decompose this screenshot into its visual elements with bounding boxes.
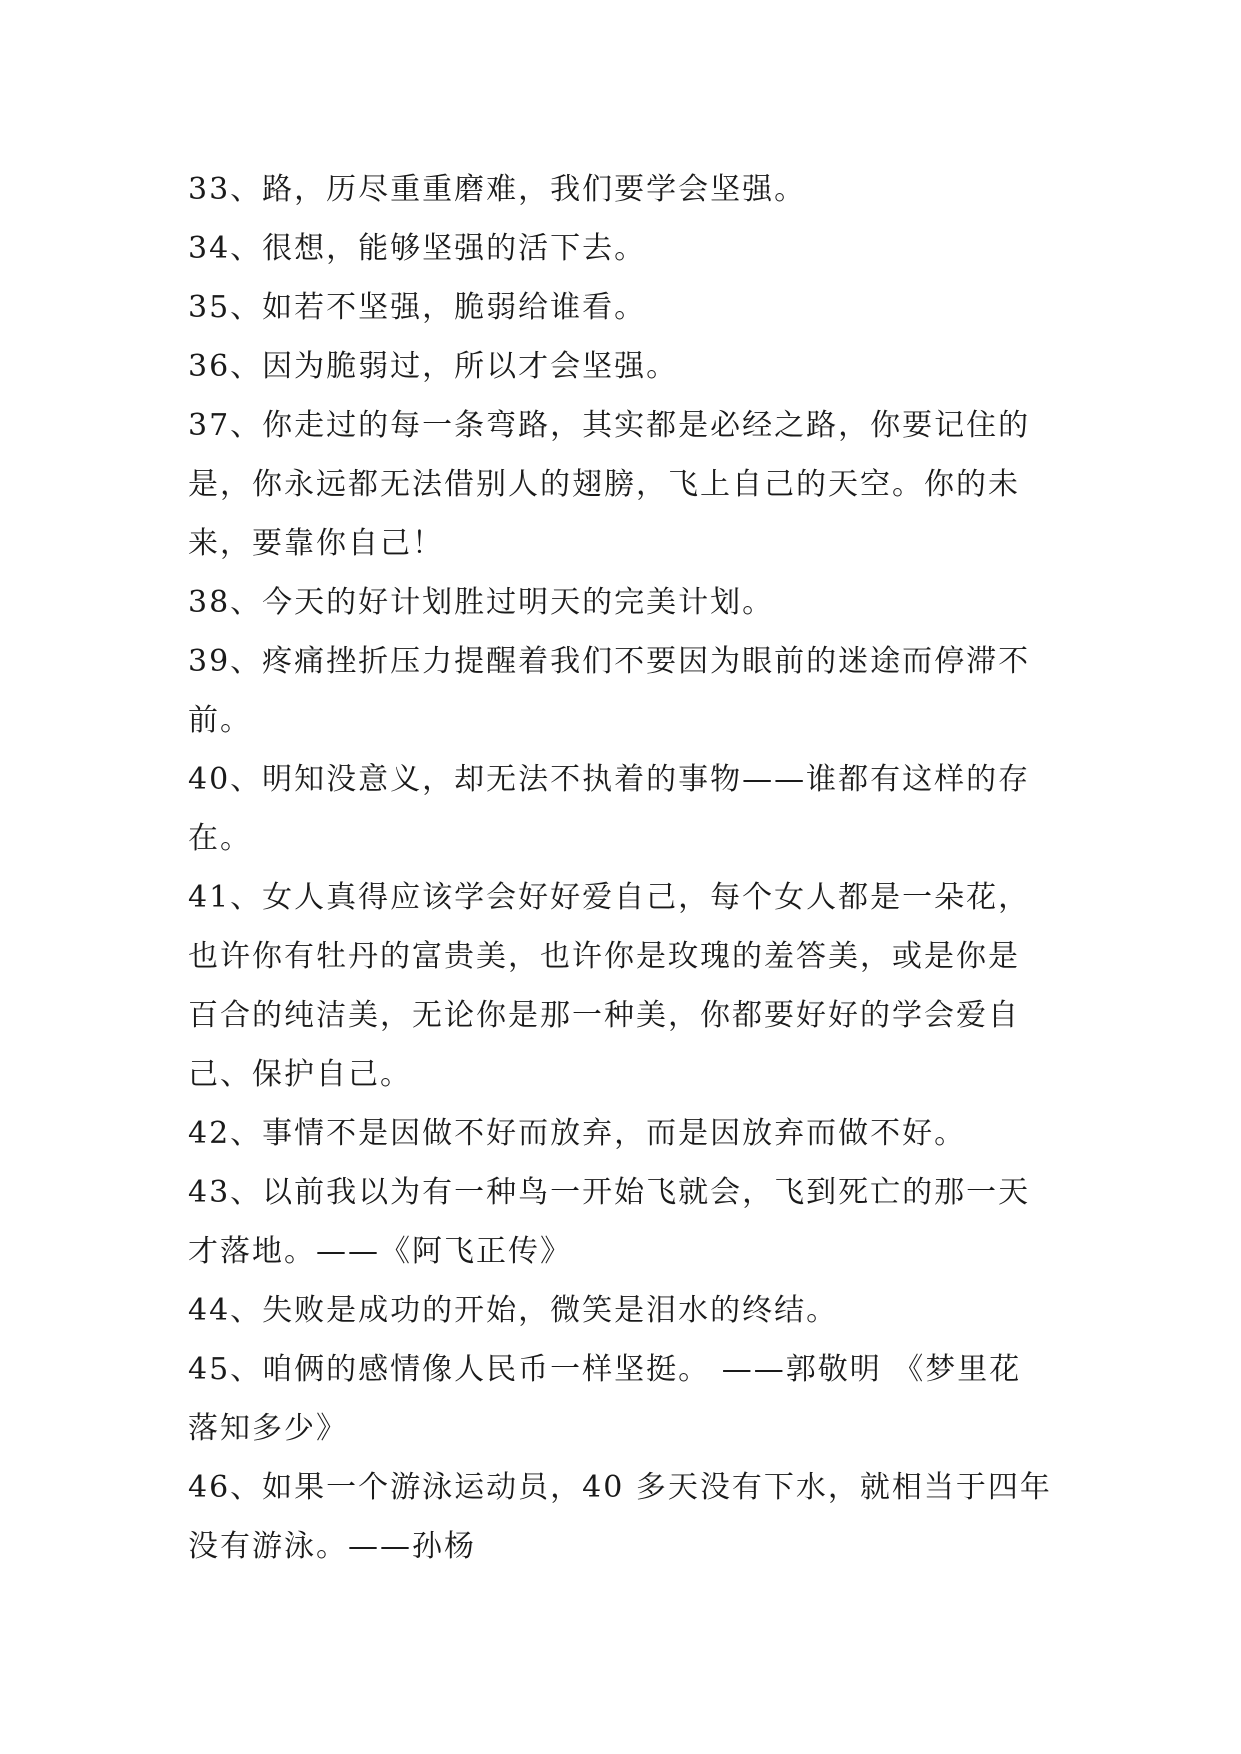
text-line: 前。 — [188, 703, 252, 738]
text-line: 44、失败是成功的开始，微笑是泪水的终结。 — [188, 1293, 839, 1328]
text-line: 也许你有牡丹的富贵美，也许你是玫瑰的羞答美，或是你是 — [188, 939, 1020, 974]
text-line: 没有游泳。——孙杨 — [188, 1529, 476, 1564]
text-line: 42、事情不是因做不好而放弃，而是因放弃而做不好。 — [188, 1116, 967, 1151]
text-line: 在。 — [188, 821, 252, 856]
text-line: 百合的纯洁美，无论你是那一种美，你都要好好的学会爱自 — [188, 998, 1020, 1033]
text-line: 35、如若不坚强，脆弱给谁看。 — [188, 290, 647, 325]
document-body — [188, 160, 1058, 1576]
text-line: 39、疼痛挫折压力提醒着我们不要因为眼前的迷途而停滞不 — [188, 644, 1031, 679]
text-line: 来，要靠你自己！ — [188, 526, 444, 561]
text-line: 41、女人真得应该学会好好爱自己，每个女人都是一朵花， — [188, 880, 1031, 915]
text-line: 40、明知没意义，却无法不执着的事物——谁都有这样的存 — [188, 762, 1031, 797]
text-line: 43、以前我以为有一种鸟一开始飞就会，飞到死亡的那一天 — [188, 1175, 1031, 1210]
text-line: 才落地。——《阿飞正传》 — [188, 1234, 572, 1269]
text-line: 34、很想，能够坚强的活下去。 — [188, 231, 647, 266]
text-line: 46、如果一个游泳运动员，40 多天没有下水，就相当于四年 — [188, 1470, 1052, 1505]
text-line: 45、咱俩的感情像人民币一样坚挺。 ——郭敬明 《梦里花 — [188, 1352, 1022, 1387]
text-line: 38、今天的好计划胜过明天的完美计划。 — [188, 585, 775, 620]
text-line: 37、你走过的每一条弯路，其实都是必经之路，你要记住的 — [188, 408, 1031, 443]
text-line: 落知多少》 — [188, 1411, 348, 1446]
text-line: 己、保护自己。 — [188, 1057, 412, 1092]
text-line: 33、路，历尽重重磨难，我们要学会坚强。 — [188, 172, 807, 207]
text-line: 36、因为脆弱过，所以才会坚强。 — [188, 349, 679, 384]
text-line: 是，你永远都无法借别人的翅膀，飞上自己的天空。你的未 — [188, 467, 1020, 502]
